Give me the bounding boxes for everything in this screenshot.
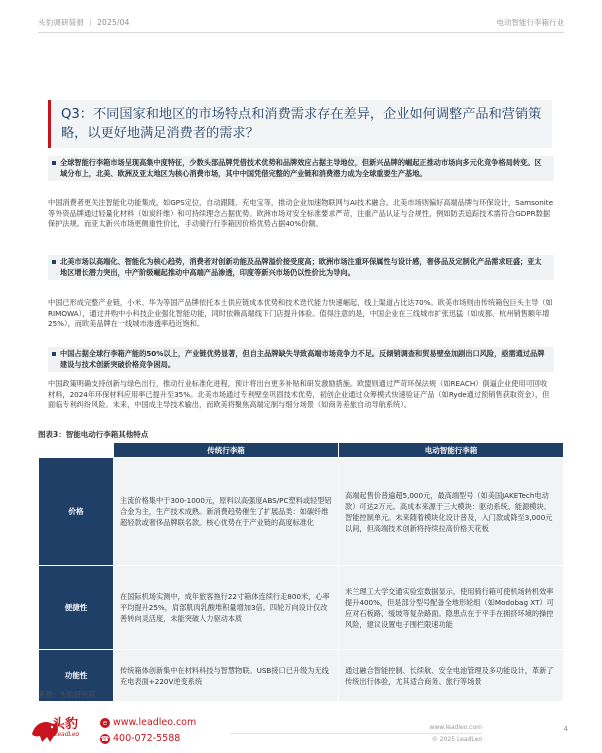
- bullet-marker: [52, 161, 56, 165]
- source-note: 来源：头豹研究院: [38, 690, 96, 699]
- header-smart: 电动智能行李箱: [339, 443, 564, 458]
- cell-traditional-convenience: 在国际机场实测中，成年旅客拖行22寸箱体连续行走800米，心率平均提升25%，肩部肌肉乳酸堆积量增加3倍。四轮万向设计仅改善转向灵活度，未能突破人力驱动本质: [114, 566, 339, 650]
- table-row: [39, 566, 564, 650]
- web-icon: e: [100, 718, 110, 728]
- page-header: [0, 0, 602, 38]
- paragraph-text: 中国消费者更关注智能化功能集成，如GPS定位、自动跟随、充电宝等，推动企业加速物联网与AI技术融合。北美市场则偏好高端品牌与环保设计，Samsonite等外资品牌通过轻量化材料（如炭纤维）和可持续理念占据优势。欧洲市场对安全标准要求严苛，注重产品认证与合规性，例如防丢追踪技术需符合GDPR数据保护法规。而亚太新兴市场更侧重性价比，手动骑行行李箱因价格优势占据40%份额。: [48, 198, 554, 229]
- cell-traditional-functionality: 传统箱体创新集中在材料科技与智慧物联。USB接口已升级为无线充电表面+220V逆变系统: [114, 650, 339, 702]
- phone-line: [100, 731, 196, 747]
- report-label: 头豹调研简报 ｜ 2025/04: [38, 18, 130, 27]
- row-label-convenience: 便捷性: [39, 566, 114, 650]
- comparison-table: [38, 442, 564, 702]
- cell-smart-convenience: 米兰理工大学交通实验室数据显示，使用骑行箱可使机场转机效率提升400%，但是部分型号配备全地形轮组（如Modobag XT）可应对石板路、缓坡等复杂路面。隐患点在于平手在拥挤环境的操控风险，建议设置电子围栏限速功能: [339, 566, 564, 650]
- cell-traditional-price: 主流价格集中于300-1000元，原料以高强度ABS/PC塑料或轻型铝合金为主，生产技术成熟。新消费趋势催生了扩展品类：如碳纤维超轻款或奢侈品牌联名款。核心优势在于产业链的高度标准化: [114, 458, 339, 566]
- phone-number: 400-072-5588: [113, 733, 181, 744]
- header-blank: [39, 443, 114, 458]
- industry-label: 电动智能行李箱行业: [496, 18, 564, 27]
- paragraph-3: [48, 255, 554, 280]
- row-label-price: 价格: [39, 458, 114, 566]
- question-box: [48, 100, 552, 148]
- paragraph-2: [48, 198, 554, 230]
- logo-english: LeadLeo: [54, 731, 80, 738]
- cell-smart-price: 高端起售价普遍超5,000元，最高端型号（如美国JAKETech电动款）可达2万元。高成本来源于三大模块：驱动系统、能源模块、智能控制单元。未来随着模块化设计普及，入门款或降至3,000元以间，但高端技术创新将持续拉高价格天花板: [339, 458, 564, 566]
- logo-wordmark: 头豹: [52, 717, 79, 732]
- phone-icon: ☎: [100, 734, 110, 743]
- header-divider: [38, 32, 564, 33]
- row-label-functionality: 功能性: [39, 650, 114, 702]
- website-line: [100, 715, 196, 731]
- header-traditional: 传统行李箱: [114, 443, 339, 458]
- table-header-row: [39, 443, 564, 458]
- cell-smart-functionality: 通过融合智能控制、长续航、安全电池管理及多功能设计，革新了传统出行体验，尤其适合商务、旅行等场景: [339, 650, 564, 702]
- bullet-marker: [52, 260, 56, 264]
- paragraph-text: 北美市场以高端化、智能化为核心趋势，消费者对创新功能及品牌溢价接受度高；欧洲市场注重环保属性与设计感，奢侈品及定制化产品需求旺盛；亚太地区增长潜力突出，中产阶级崛起推动中高端产品渗透，印度等新兴市场仍以性价比为导向。: [60, 257, 542, 277]
- paragraph-4: [48, 298, 554, 330]
- paragraph-6: [48, 379, 554, 411]
- paragraph-1: [48, 156, 554, 181]
- paragraph-text: 中国已形成完整产业链，小米、华为等国产品牌依托本土供应链成本优势和技术迭代能力快速崛起，线上渠道占比达70%。欧美市场则由传统箱包巨头主导（如RIMOWA），通过并购中小科技企业强化智能功能，同时依赖高端线下门店提升体验。值得注意的是，中国企业在三线城市扩张迅猛（如成都、杭州销售额年增25%），而欧美品牌在一线城市渗透率趋近饱和。: [48, 298, 553, 329]
- page-number: 4: [563, 725, 568, 733]
- paragraph-text: 中国占据全球行李箱产能的50%以上，产业链优势显著，但自主品牌缺失导致高端市场竞争力不足。反倾销调查和贸易壁垒加剧出口风险，亟需通过品牌建设与技术创新突破价格竞争困局。: [60, 349, 545, 369]
- website-link[interactable]: www.leadleo.com: [113, 717, 197, 728]
- contact-info: [100, 715, 196, 747]
- table-row: [39, 650, 564, 702]
- paragraph-text: 全球智能行李箱市场呈现高集中度特征，少数头部品牌凭借技术优势和品牌效应占据主导地位，但新兴品牌的崛起正推动市场向多元化竞争格局转变。区域分布上，北美、欧洲及亚太地区为核心消费市场，其中中国凭借完整的产业链和消费潜力成为全球重要生产基地。: [60, 158, 542, 178]
- question-text: Q3：不同国家和地区的市场特点和消费需求存在差异，企业如何调整产品和营销策略，以更好地满足消费者的需求？: [61, 107, 542, 141]
- paragraph-text: 中国政策明确支持创新与绿色出行，推动行业标准化进程，预计将出台更多补贴和研发激励措施。欧盟则通过严苛环保法规（如REACH）倒逼企业使用可回收材料，2024年环保材料应用率已提升至35%。北美市场通过专利壁垒巩固技术优势，初创企业通过众筹模式快速验证产品（如Ryde通过预销售获取资金），但面临专利纠纷风险。未来，中国成主导技术输出，而欧美将聚焦高端定制与细分场景（如商务差旅自动导航系统）。: [48, 379, 550, 410]
- bullet-marker: [52, 352, 56, 356]
- footer-website[interactable]: www.leadleo.com: [429, 724, 482, 731]
- figure-title: 图表3：智能电动行李箱其他特点: [38, 430, 149, 439]
- footer-meta: [429, 722, 482, 746]
- footer-copyright: © 2025 LeadLeo: [431, 736, 482, 743]
- page-footer: [0, 705, 602, 753]
- table-row: [39, 458, 564, 566]
- paragraph-5: [48, 347, 554, 372]
